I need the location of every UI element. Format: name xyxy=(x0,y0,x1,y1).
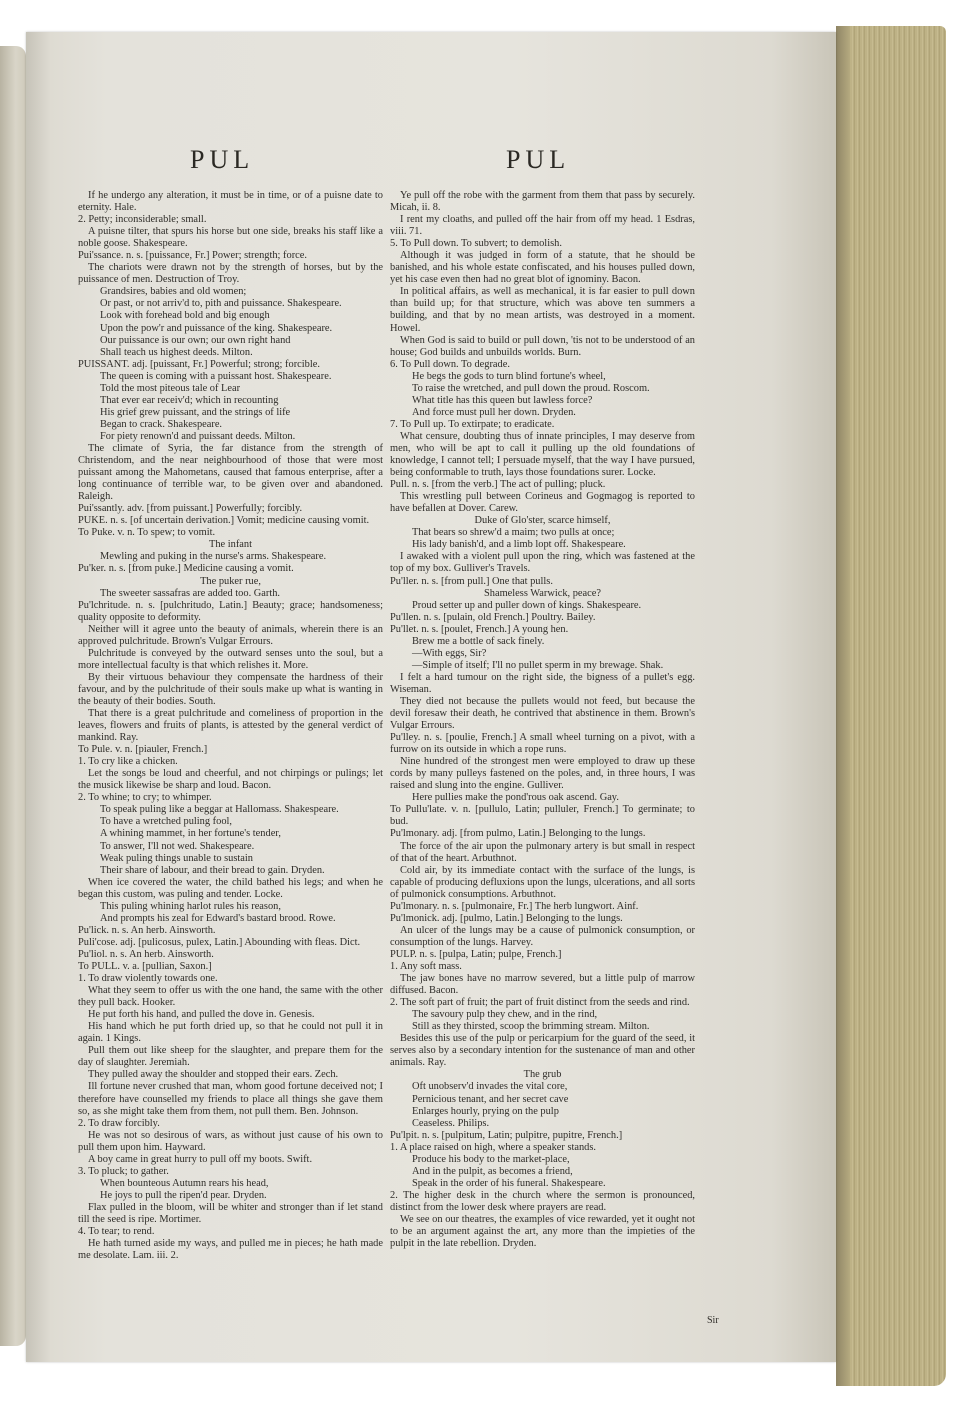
dictionary-line: The queen is coming with a puissant host. Shakespeare. xyxy=(100,370,332,382)
dictionary-line: 2. To whine; to cry; to whimper. xyxy=(78,792,212,804)
dictionary-line: 2. The soft part of fruit; the part of fruit distinct from the seeds and rind. xyxy=(390,997,690,1009)
dictionary-line: Pu'llet. n. s. [poulet, French.] A young hen. xyxy=(390,623,569,635)
dictionary-line: Enlarges hourly, prying on the pulp xyxy=(412,1105,559,1117)
dictionary-line: 1. To cry like a chicken. xyxy=(78,756,178,768)
dictionary-line: 7. To Pull up. To extirpate; to eradicate. xyxy=(390,418,555,430)
dictionary-line: To speak puling like a beggar at Hallomass. Shakespeare. xyxy=(100,804,339,816)
dictionary-line: I rent my cloaths, and pulled off the hair from off my head. 1 Esdras, viii. 71. xyxy=(390,214,695,238)
dictionary-line: Or past, or not arriv'd to, pith and puissance. Shakespeare. xyxy=(100,298,342,310)
dictionary-line: The chariots were drawn not by the strength of horses, but by the puissance of men. Destruction of Troy. xyxy=(78,262,383,286)
dictionary-line: To Puke. v. n. To spew; to vomit. xyxy=(78,527,216,539)
dictionary-line: This puling whining harlot rules his reason, xyxy=(100,900,281,912)
dictionary-line: His hand which he put forth dried up, so that he could not pull it in again. 1 Kings. xyxy=(78,1021,383,1045)
dictionary-line: Brew me a bottle of sack finely. xyxy=(412,635,545,647)
dictionary-line: His grief grew puissant, and the strings of life xyxy=(100,406,291,418)
page-block-edge xyxy=(836,26,946,1386)
dictionary-line: 6. To Pull down. To degrade. xyxy=(390,358,510,370)
dictionary-line: Told the most piteous tale of Lear xyxy=(100,382,241,394)
dictionary-line: Ye pull off the robe with the garment from them that pass by securely. Micah, ii. 8. xyxy=(390,190,695,214)
dictionary-line: Pui'ssance. n. s. [puissance, Fr.] Power; strength; force. xyxy=(78,250,307,262)
dictionary-line: —With eggs, Sir? xyxy=(412,647,487,659)
dictionary-line: He was not so desirous of wars, as without just cause of his own to pull them upon him. Hayward. xyxy=(78,1129,383,1153)
dictionary-line: I awaked with a violent pull upon the ring, which was fastened at the top of my box. Gulliver's Travels. xyxy=(390,551,695,575)
dictionary-line: Flax pulled in the bloom, will be whiter and stronger than if let stand till the seed is ripe. Mortimer. xyxy=(78,1201,383,1225)
dictionary-page xyxy=(26,32,836,1362)
dictionary-line: By their virtuous behaviour they compensate the hardness of their favour, and by the pulchritude of their souls make up what is wanting in the beauty of their bodies. South. xyxy=(78,671,383,707)
dictionary-line: Began to crack. Shakespeare. xyxy=(100,418,223,430)
dictionary-line: Pu'lley. n. s. [poulie, French.] A small wheel turning on a pivot, with a furrow on its outside in which a rope runs. xyxy=(390,732,695,756)
dictionary-line: He begs the gods to turn blind fortune's wheel, xyxy=(412,370,606,382)
dictionary-line: And prompts his zeal for Edward's bastard brood. Rowe. xyxy=(100,912,336,924)
dictionary-line: 2. To draw forcibly. xyxy=(78,1117,160,1129)
dictionary-line: Neither will it agree unto the beauty of animals, wherein there is an approved pulchritude. Brown's Vulgar Errours. xyxy=(78,623,383,647)
dictionary-line: Their share of labour, and their bread to gain. Dryden. xyxy=(100,864,325,876)
dictionary-line: They pulled away the shoulder and stopped their ears. Zech. xyxy=(88,1069,339,1081)
dictionary-line: That ever ear receiv'd; which in recounting xyxy=(100,394,279,406)
dictionary-line: 2. Petty; inconsiderable; small. xyxy=(78,214,207,226)
dictionary-line: A puisne tilter, that spurs his horse but one side, breaks his staff like a noble goose. Shakespeare. xyxy=(78,226,383,250)
dictionary-line: They died not because the pullets would not feed, but because the devil foresaw their death, he contrived that abstinence in them. Brown's Vulgar Errours. xyxy=(390,695,695,732)
dictionary-line: He put forth his hand, and pulled the dove in. Genesis. xyxy=(88,1009,315,1021)
dictionary-line: What they seem to offer us with the one hand, the same with the other they pull back. Hooker. xyxy=(78,985,383,1009)
dictionary-line: Pu'lpit. n. s. [pulpitum, Latin; pulpitre, pupitre, French.] xyxy=(390,1129,623,1141)
book xyxy=(0,18,946,1403)
dictionary-line: And in the pulpit, as becomes a friend, xyxy=(412,1165,573,1177)
dictionary-line: 1. To draw violently towards one. xyxy=(78,973,218,985)
dictionary-line: Pu'lmonary. n. s. [pulmonaire, Fr.] The herb lungwort. Ainf. xyxy=(390,900,639,912)
dictionary-line: Although it was judged in form of a statute, that he should be banished, and his whole estate confiscated, and his houses pulled down, yet his case even then had no great blot of ignominy. Bacon. xyxy=(390,250,695,286)
dictionary-line: To answer, I'll not wed. Shakespeare. xyxy=(100,840,255,852)
right-running-head: PUL xyxy=(506,145,571,174)
dictionary-line: The puker rue, xyxy=(200,575,261,587)
dictionary-line: Besides this use of the pulp or pericarpium for the guard of the seed, it serves also by a secondary intention for the sustenance of man and other animals. Ray. xyxy=(390,1033,695,1069)
dictionary-line: His lady banish'd, and a limb lopt off. Shakespeare. xyxy=(412,539,626,551)
dictionary-line: Our puissance is our own; our own right hand xyxy=(100,334,291,346)
dictionary-line: Pu'lick. n. s. An herb. Ainsworth. xyxy=(78,924,216,936)
dictionary-line: In political affairs, as well as mechanical, it is far easier to pull down than build up; for that structure, which was above ten summers a building, and that by no mean artists, was destroyed in a moment. Howel. xyxy=(390,286,695,334)
dictionary-line: If he undergo any alteration, it must be in time, or of a puisne date to eternity. Hale. xyxy=(78,190,383,214)
dictionary-line: The climate of Syria, the far distance from the strength of Christendom, and the near neighbourhood of those that were most puissant among the Mahometans, caused that famous enterprise, after a long continuance of terrible war, to be given over and abandoned. Raleigh. xyxy=(78,442,383,503)
dictionary-line: Ceaseless. Philips. xyxy=(412,1117,490,1129)
dictionary-line: Mewling and puking in the nurse's arms. Shakespeare. xyxy=(100,551,327,563)
dictionary-line: A boy came in great hurry to pull off my boots. Swift. xyxy=(88,1153,313,1165)
dictionary-line: When ice covered the water, the child bathed his legs; and when he began this custom, was puling and tender. Locke. xyxy=(78,876,383,900)
dictionary-line: Pull. n. s. [from the verb.] The act of pulling; pluck. xyxy=(390,479,606,491)
dictionary-line: Here pullies make the pond'rous oak ascend. Gay. xyxy=(412,792,619,804)
dictionary-line: Still as they thirsted, scoop the brimming stream. Milton. xyxy=(412,1021,650,1033)
dictionary-line: Pull them out like sheep for the slaughter, and prepare them for the day of slaughter. Jeremiah. xyxy=(78,1045,383,1069)
left-column xyxy=(78,190,383,1262)
dictionary-line: Produce his body to the market-place, xyxy=(412,1153,570,1165)
dictionary-line: Ill fortune never crushed that man, whom good fortune deceived not; I therefore have counselled my friends to place all things she gave them so, as she might take them from them, not pull them. Ben. Johnson. xyxy=(78,1081,383,1117)
dictionary-line: The savoury pulp they chew, and in the rind, xyxy=(412,1009,598,1021)
left-running-head: PUL xyxy=(190,145,255,174)
dictionary-line: Pu'liol. n. s. An herb. Ainsworth. xyxy=(78,948,214,960)
dictionary-line: 5. To Pull down. To subvert; to demolish. xyxy=(390,238,562,250)
dictionary-line: Pu'ller. n. s. [from pull.] One that pulls. xyxy=(390,575,553,587)
dictionary-line: That there is a great pulchritude and comeliness of proportion in the leaves, flowers and fruits of plants, is attested by the general verdict of mankind. Ray. xyxy=(78,708,383,744)
dictionary-line: Look with forehead bold and big enough xyxy=(100,310,270,322)
dictionary-line: We see on our theatres, the examples of vice rewarded, yet it ought not to be an argument against the art, any more than the impieties of the pulpit in the late rebellion. Dryden. xyxy=(390,1213,695,1250)
dictionary-line: 4. To tear; to rend. xyxy=(78,1226,155,1238)
dictionary-line: He joys to pull the ripen'd pear. Dryden. xyxy=(100,1189,267,1201)
right-column xyxy=(390,190,695,1250)
dictionary-line: Shameless Warwick, peace? xyxy=(484,587,601,599)
dictionary-line: Pu'llen. n. s. [pulain, old French.] Poultry. Bailey. xyxy=(390,611,596,623)
dictionary-line: An ulcer of the lungs may be a cause of pulmonick consumption, or consumption of the lungs. Harvey. xyxy=(390,924,695,948)
dictionary-line: When God is said to build or pull down, 'tis not to be understood of an house; God builds and unbuilds worlds. Burn. xyxy=(390,334,695,358)
dictionary-line: To PULL. v. a. [pullian, Saxon.] xyxy=(78,961,212,972)
dictionary-line: Upon the pow'r and puissance of the king. Shakespeare. xyxy=(100,322,333,334)
dictionary-line: To Pullu'late. v. n. [pullulo, Latin; pulluler, French.] To germinate; to bud. xyxy=(390,804,695,828)
dictionary-line: PUKE. n. s. [of uncertain derivation.] Vomit; medicine causing vomit. xyxy=(78,515,370,527)
dictionary-line: Oft unobserv'd invades the vital core, xyxy=(412,1081,568,1093)
dictionary-line: Weak puling things unable to sustain xyxy=(100,852,253,864)
dictionary-line: 3. To pluck; to gather. xyxy=(78,1165,169,1177)
dictionary-line: Pu'lmonick. adj. [pulmo, Latin.] Belonging to the lungs. xyxy=(390,912,623,924)
left-page-edge xyxy=(0,46,26,1346)
catchword: Sir xyxy=(707,1315,719,1326)
dictionary-line: To Pule. v. n. [piauler, French.] xyxy=(78,744,208,756)
dictionary-line: The grub xyxy=(523,1069,562,1081)
dictionary-line: Pu'ker. n. s. [from puke.] Medicine causing a vomit. xyxy=(78,563,294,575)
dictionary-line: Grandsires, babies and old women; xyxy=(100,286,247,298)
dictionary-line: PULP. n. s. [pulpa, Latin; pulpe, French.] xyxy=(390,948,562,960)
dictionary-line: The jaw bones have no marrow severed, but a little pulp of marrow diffused. Bacon. xyxy=(390,973,695,997)
dictionary-line: When bounteous Autumn rears his head, xyxy=(100,1177,269,1189)
dictionary-line: Pu'lmonary. adj. [from pulmo, Latin.] Belonging to the lungs. xyxy=(390,828,646,840)
dictionary-line: Nine hundred of the strongest men were employed to draw up these cords by many pulleys fastened on the poles, and, in three hours, I was raised and slung into the engine. Gulliver. xyxy=(390,756,695,792)
dictionary-line: 1. Any soft mass. xyxy=(390,961,462,972)
dictionary-line: —Simple of itself; I'll no pullet sperm in my brewage. Shak. xyxy=(412,659,664,671)
dictionary-line: Proud setter up and puller down of kings. Shakespeare. xyxy=(412,599,642,611)
dictionary-line: Cold air, by its immediate contact with the surface of the lungs, is capable of producing defluxions upon the lungs, ulcerations, and all sorts of pulmonick consumptions. Arbuthnot. xyxy=(390,864,695,900)
dictionary-line: Puli'cose. adj. [pulicosus, pulex, Latin.] Abounding with fleas. Dict. xyxy=(78,936,361,948)
dictionary-line: To have a wretched puling fool, xyxy=(100,816,232,828)
dictionary-line: Speak in the order of his funeral. Shakespeare. xyxy=(412,1177,606,1189)
dictionary-line: He hath turned aside my ways, and pulled me in pieces; he hath made me desolate. Lam. iii. 2. xyxy=(78,1238,383,1262)
dictionary-line: A whining mammet, in her fortune's tender, xyxy=(100,828,281,840)
dictionary-line: 2. The higher desk in the church where the sermon is pronounced, distinct from the lower desk where prayers are read. xyxy=(390,1189,695,1213)
dictionary-line: The sweeter sassafras are added too. Garth. xyxy=(100,587,281,599)
dictionary-line: Pernicious tenant, and her secret cave xyxy=(412,1093,569,1105)
dictionary-line: And force must pull her down. Dryden. xyxy=(412,406,576,418)
dictionary-line: What censure, doubting thus of innate principles, I may deserve from men, who will be apt to call it pulling up the old foundations of knowledge, I cannot tell; I persuade myself, that the way I have pursued, being conformable to truth, lays those foundations surer. Locke. xyxy=(390,430,695,479)
dictionary-line: Pulchritude is conveyed by the outward senses unto the soul, but a more intellectual faculty is that which relishes it. More. xyxy=(78,647,383,671)
dictionary-line: 1. A place raised on high, where a speaker stands. xyxy=(390,1141,597,1153)
dictionary-line: The infant xyxy=(209,539,252,551)
dictionary-line: For piety renown'd and puissant deeds. Milton. xyxy=(100,430,296,442)
dictionary-line: Pu'lchritude. n. s. [pulchritudo, Latin.] Beauty; grace; handsomeness; quality opposite to deformity. xyxy=(78,599,383,623)
dictionary-line: That bears so shrew'd a maim; two pulls at once; xyxy=(412,527,615,539)
dictionary-line: This wrestling pull between Corineus and Gogmagog is reported to have befallen at Dover. Carew. xyxy=(390,491,695,515)
dictionary-line: PUISSANT. adj. [puissant, Fr.] Powerful; strong; forcible. xyxy=(78,358,320,370)
dictionary-line: What title has this queen but lawless force? xyxy=(412,394,593,406)
dictionary-line: Duke of Glo'ster, scarce himself, xyxy=(474,515,611,527)
dictionary-line: I felt a hard tumour on the right side, the bigness of a pullet's egg. Wiseman. xyxy=(390,671,695,695)
dictionary-line: Let the songs be loud and cheerful, and not chirpings or pulings; let the musick likewise be sharp and loud. Bacon. xyxy=(78,768,383,792)
dictionary-line: To raise the wretched, and pull down the proud. Roscom. xyxy=(412,382,650,394)
dictionary-line: Pui'ssantly. adv. [from puissant.] Powerfully; forcibly. xyxy=(78,503,303,515)
dictionary-line: Shall teach us highest deeds. Milton. xyxy=(100,346,253,358)
dictionary-line: The force of the air upon the pulmonary artery is but small in respect of that of the heart. Arbuthnot. xyxy=(390,840,695,864)
